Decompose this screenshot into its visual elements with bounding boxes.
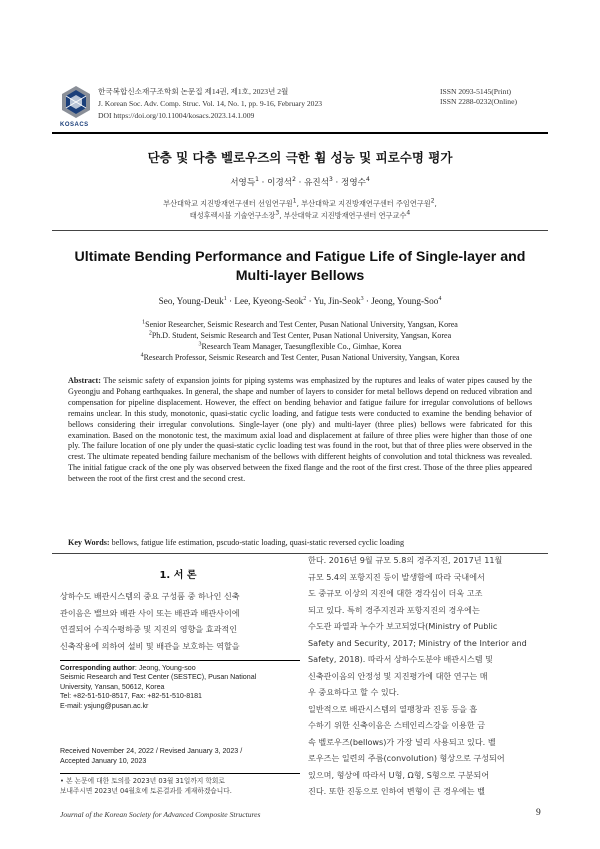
english-affiliation-1: $^1$Senior Researcher, Seismic Research and Test Center, Pusan National University, Yangsan, Korea: [142, 319, 458, 329]
abstract: [68, 376, 532, 485]
discussion-note: • 본 논문에 대한 토의를 2023년 03월 31일까지 학회로 보내주시면 2023년 04월호에 토론결과를 게재하겠습니다.: [60, 777, 232, 795]
journal-logo: [58, 84, 94, 120]
received-dates: Received November 24, 2022 / Revised January 3, 2023 / Accepted January 10, 2023: [60, 747, 243, 765]
korean-title: 단층 및 다층 벨로우즈의 극한 휨 성능 및 피로수명 평가: [147, 150, 453, 165]
right-column-body: [308, 552, 544, 800]
keywords: [68, 538, 532, 549]
english-affiliation-2: $^2$Ph.D. Student, Seismic Research and Test Center, Pusan National University, Yangsan, Korea: [148, 330, 452, 340]
keywords-text: bellows, fatigue life estimation, pscudo-static loading, quasi-static reversed cyclic loading: [111, 538, 405, 547]
body-line: Safety, 2018). 따라서 상하수도분야 배관시스템 및: [308, 654, 493, 664]
kosacs-logo-icon: [58, 84, 94, 120]
left-column-body: [60, 588, 300, 654]
body-line: Safety and Security, 2017; Ministry of the Interior and: [308, 637, 527, 648]
journal-korean-citation: 한국복합신소재구조학회 논문집 제14권, 제1호, 2023년 2월: [98, 87, 289, 96]
issn-online: ISSN 2288-0232(Online): [440, 97, 517, 106]
header-divider: [52, 132, 548, 134]
body-line: 신축관이음의 안정성 및 지진평가에 대한 연구는 매: [308, 670, 488, 681]
abstract-text: The seismic safety of expansion joints for piping systems was emphasized by the ruptures and leaks of water pipes caused by the Gyeongju and Pohang earthquakes. In general, the shape and number of layers to consider for metal bellows depend on reduced vibration and compensation for pipeline displacement. However, the effect on bending behavior and fatigue failure for irregular convolutions of bellows remains unclear. In this study, monotonic, quasi-static cyclic loading, and fatigue tests were conducted to examine the bending behavior of bellows considering their irregular convolutions. Single-layer (one ply) and multi-layer (three plies) bellows were fabricated for this examination. Based on the monotonic test, the maximum axial load and displacement at failure of three plies were higher than those of one ply. The failure location of one ply under the quasi-static cyclic loading test was found in the root, but that of three plies were observed in the crest. The ultimate repeated bending failure mechanism of the bellows with different heights of convolution and total thickness was revealed. The initial fatigue crack of the one ply was observed between the fixed flange and the root of the first crest. Those of the three plies appeared between the root of the first crest and the second crest.: [68, 376, 533, 484]
body-line: 일반적으로 배관시스템의 열팽창과 진동 등을 흡: [308, 703, 478, 714]
author: 이경석: [267, 178, 293, 188]
note-divider: [60, 773, 300, 774]
body-line: 상하수도 배관시스템의 중요 구성품 중 하나인 신축: [60, 591, 240, 601]
abstract-label: Abstract:: [68, 376, 101, 385]
korean-affiliations-line1: 부산대학교 지진방재연구센터 선임연구원$^1$, 부산대학교 지진방재연구센터 주임연구원$^2$,: [163, 197, 437, 208]
english-affiliation-4: $^4$Research Professor, Seismic Research and Test Center, Pusan National University, Yangsan, Korea: [140, 352, 460, 362]
keywords-label: Key Words:: [68, 538, 110, 547]
english-affiliation-3: $^3$Research Team Manager, Taesungflexible Co., Gimhae, Korea: [198, 341, 402, 351]
body-line: 진다. 또한 진동으로 인하여 변형이 큰 경우에는 벨: [308, 786, 485, 796]
issn-print: ISSN 2093-5145(Print): [440, 87, 512, 96]
author: 서영득: [230, 178, 256, 188]
body-line: 한다. 2016년 9월 규모 5.8의 경주지진, 2017년 11월: [308, 555, 503, 565]
body-line: 되고 있다. 특히 경주지진과 포항지진의 경우에는: [308, 604, 480, 615]
body-line: 수도관 파열과 누수가 보고되었다(Ministry of Public: [308, 621, 498, 631]
page-number: 9: [536, 808, 541, 818]
journal-english-citation: J. Korean Soc. Adv. Comp. Struc. Vol. 14, No. 1, pp. 9-16, February 2023: [98, 99, 323, 108]
author: 유진석: [304, 178, 329, 188]
body-line: 속 벨로우즈(bellows)가 가장 널리 사용되고 있다. 벨: [308, 736, 496, 747]
section-heading: 1. 서 론: [159, 570, 197, 581]
journal-footer: Journal of the Korean Society for Advanced Composite Structures: [60, 810, 261, 819]
body-line: 우 중요하다고 할 수 있다.: [308, 687, 400, 697]
footnote-divider: [60, 660, 300, 661]
body-line: 도 중규모 이상의 지진에 대한 경각심이 더욱 고조: [308, 588, 483, 598]
korean-affiliations-line2: 태성후렉시블 기술연구소장$^3$, 부산대학교 지진방재연구센터 연구교수$^4$: [189, 209, 411, 220]
body-line: 수하기 위한 신축이음은 스테인리스강을 이용한 금: [308, 720, 486, 730]
doi-line[interactable]: DOI https://doi.org/10.11004/kosacs.2023.14.1.009: [98, 111, 255, 120]
body-line: 규모 5.4의 포항지진 등이 발생함에 따라 국내에서: [308, 571, 485, 582]
body-line: 관이음은 밸브와 배관 사이 또는 배관과 배관사이에: [60, 607, 240, 618]
corresponding-author-block: Corresponding author: Jeong, Young-soo Seismic Research and Test Center (SESTEC), Pusan National University, Yansan, 50612, Korea Tel: +82-51-510-8517, Fax: +82-51-510-8181 E-mail: ysjung@pusan.ac.kr: [60, 664, 300, 711]
body-line: 있으며, 형상에 따라서 U형, Ω형, S형으로 구분되어: [308, 769, 490, 780]
english-authors: Seo, Young-Deuk$^1$ · Lee, Kyeong-Seok$^2$ · Yu, Jin-Seok$^3$ · Jeong, Young-Soo$^4$: [158, 295, 442, 306]
author: 정영수: [341, 178, 366, 188]
logo-wordmark: KOSACS: [60, 122, 89, 128]
author-email: E-mail: ysjung@pusan.ac.kr: [60, 701, 149, 710]
corresponding-label: Corresponding author: [60, 664, 135, 672]
body-line: 신축작용에 의하여 설비 및 배관을 보호하는 역할을: [60, 640, 240, 651]
korean-authors: 서영득$^1$ · 이경석$^2$ · 유진석$^3$ · 정영수$^4$: [230, 176, 370, 188]
title-divider: [52, 230, 548, 231]
english-title: Ultimate Bending Performance and Fatigue Life of Single-layer and Multi-layer Bellows: [74, 249, 526, 284]
body-line: 로우즈는 일련의 주름(convolution) 형상으로 구성되어: [308, 753, 505, 763]
body-line: 연결되어 수직수평하중 및 지진의 영향을 효과적인: [60, 624, 238, 634]
